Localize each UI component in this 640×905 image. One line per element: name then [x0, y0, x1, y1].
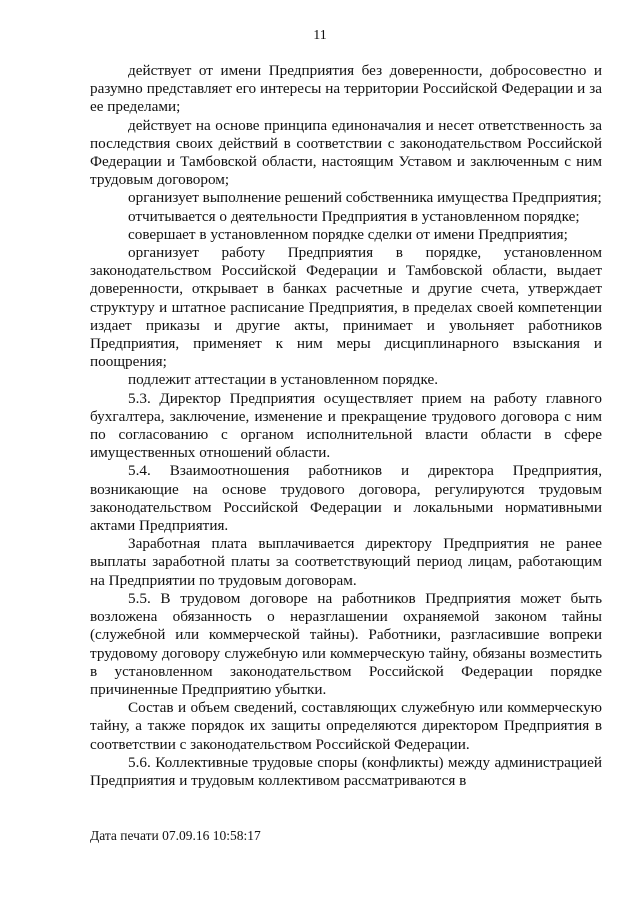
- paragraph: организует выполнение решений собственника имущества Предприятия;: [128, 189, 602, 207]
- paragraph-5-3: 5.3. Директор Предприятия осуществляет прием на работу главного бухгалтера, заключение, изменение и прекращение трудового договора с ним по согласованию с органом исполнительной власти области в сфере имущественных отношений области.: [90, 389, 602, 462]
- paragraph: действует на основе принципа единоначалия и несет ответственность за последствия своих действий в соответствии с законодательством Российской Федерации и Тамбовской области, настоящим Уставом и заключенным с ним трудовым договором;: [90, 116, 602, 189]
- page-number: 11: [313, 28, 327, 43]
- paragraph: действует от имени Предприятия без доверенности, добросовестно и разумно представляет его интересы на территории Российской Федерации и за ее пределами;: [90, 62, 602, 116]
- paragraph: организует работу Предприятия в порядке, установленном законодательством Российской Федерации и Тамбовской области, выдает доверенности, открывает в банках расчетные и другие счета, утверждает структуру и штатное расписание Предприятия, в пределах своей компетенции издает приказы и другие акты, принимает и увольняет работников Предприятия, применяет к ним меры дисциплинарного взыскания и поощрения;: [90, 244, 602, 371]
- paragraph-5-6: 5.6. Коллективные трудовые споры (конфликты) между администрацией Предприятия и трудовым коллективом рассматриваются в: [90, 753, 602, 789]
- paragraph-5-4: 5.4. Взаимоотношения работников и директора Предприятия, возникающие на основе трудового договора, регулируются трудовым законодательством Российской Федерации и локальными нормативными актами Предприятия.: [90, 462, 602, 535]
- paragraph: Заработная плата выплачивается директору Предприятия не ранее выплаты заработной платы за соответствующий период лицам, работающим на Предприятии по трудовым договорам.: [90, 535, 602, 589]
- document-body: [90, 62, 602, 790]
- paragraph: совершает в установленном порядке сделки от имени Предприятия;: [128, 225, 568, 243]
- paragraph: подлежит аттестации в установленном порядке.: [128, 371, 439, 389]
- print-date-footer: Дата печати 07.09.16 10:58:17: [90, 828, 261, 843]
- paragraph-5-5: 5.5. В трудовом договоре на работников Предприятия может быть возложена обязанность о неразглашении охраняемой законом тайны (служебной или коммерческой тайны). Работники, разгласившие вопреки трудовому договору служебную или коммерческую тайну, обязаны возместить в установленном законодательством Российской Федерации порядке причиненные Предприятию убытки.: [90, 589, 602, 698]
- paragraph: отчитывается о деятельности Предприятия в установленном порядке;: [128, 207, 580, 225]
- paragraph: Состав и объем сведений, составляющих служебную или коммерческую тайну, а также порядок их защиты определяются директором Предприятия в соответствии с законодательством Российской Федерации.: [90, 699, 602, 753]
